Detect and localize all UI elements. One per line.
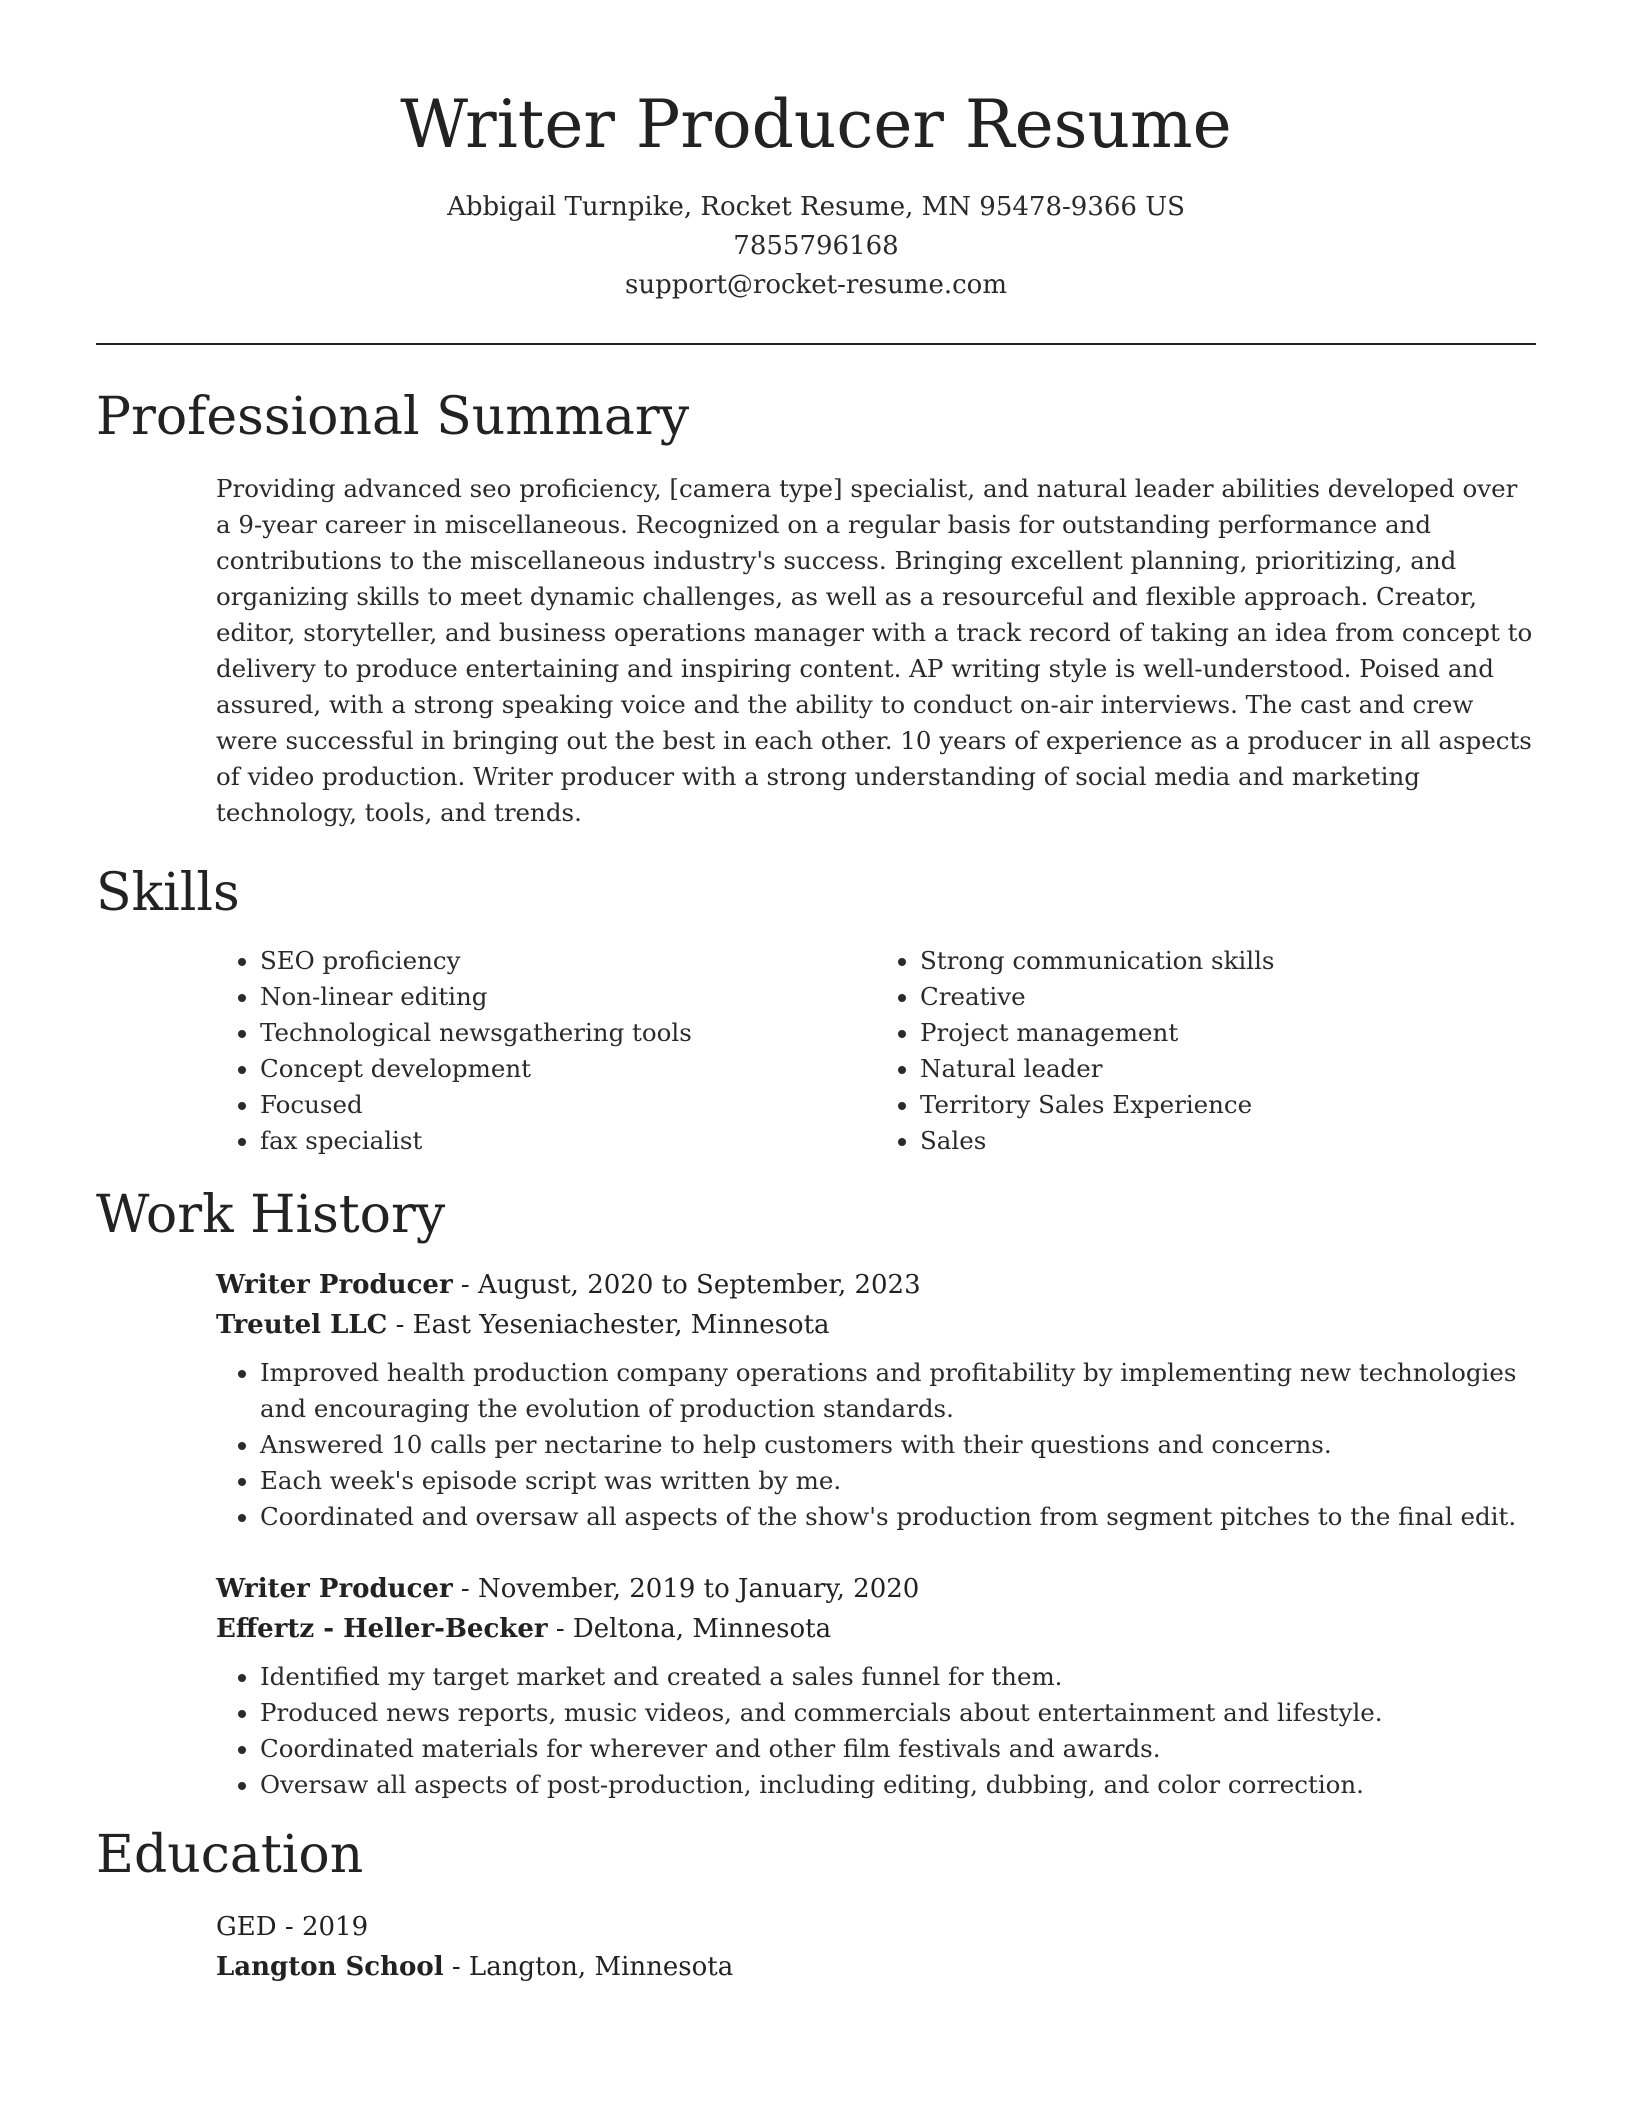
job-location: East Yeseniachester, Minnesota	[412, 1310, 830, 1340]
education-school: Langton School	[216, 1952, 444, 1982]
job-bullet: • Coordinated and oversaw all aspects of the show's production from segment pitches to the final edit.	[260, 1499, 1536, 1535]
job-location: Deltona, Minnesota	[572, 1614, 832, 1644]
skill-item: • Creative	[920, 979, 1536, 1015]
header-divider	[96, 343, 1536, 345]
contact-info	[96, 188, 1536, 305]
summary-heading: Professional Summary	[96, 387, 690, 447]
skills-list-left	[216, 943, 876, 1159]
skill-item: • Natural leader	[920, 1051, 1536, 1087]
job-bullet: • Identified my target market and created a sales funnel for them.	[260, 1659, 1536, 1695]
job-dates: November, 2019 to January, 2020	[477, 1574, 920, 1604]
summary-text: Providing advanced seo proficiency, [camera type] specialist, and natural leader abilities developed over a 9-year career in miscellaneous. Recognized on a regular basis for outstanding performance and contributions to the miscellaneous industry's success. Bringing excellent planning, prioritizing, and organizing skills to meet dynamic challenges, as well as a resourceful and flexible approach. Creator, editor, storyteller, and business operations manager with a track record of taking an idea from concept to delivery to produce entertaining and inspiring content. AP writing style is well-understood. Poised and assured, with a strong speaking voice and the ability to conduct on-air interviews. The cast and crew were successful in bringing out the best in each other. 10 years of experience as a producer in all aspects of video production. Writer producer with a strong understanding of social media and marketing technology, tools, and trends.	[216, 474, 1533, 827]
skill-item: • fax specialist	[260, 1123, 876, 1159]
contact-email: support@rocket-resume.com	[624, 270, 1007, 300]
skill-item: • Non-linear editing	[260, 979, 876, 1015]
education-degree-line: GED - 2019	[216, 1912, 369, 1942]
job-entry	[216, 1265, 1536, 1535]
education-heading: Education	[96, 1825, 364, 1885]
work-history-heading: Work History	[96, 1185, 446, 1245]
job-company: Treutel LLC	[216, 1310, 388, 1340]
education-year: 2019	[301, 1912, 369, 1942]
job-company-line: Effertz - Heller-Becker - Deltona, Minnesota	[216, 1614, 832, 1644]
summary-section	[96, 385, 1536, 831]
job-bullet: • Each week's episode script was written by me.	[260, 1463, 1536, 1499]
skill-item: • Sales	[920, 1123, 1536, 1159]
skills-section	[96, 861, 1536, 1159]
education-location: Langton, Minnesota	[468, 1952, 734, 1982]
education-section	[96, 1823, 1536, 1987]
work-history-section	[96, 1183, 1536, 1803]
job-bullet: • Answered 10 calls per nectarine to help customers with their questions and concerns.	[260, 1427, 1536, 1463]
job-bullet: • Improved health production company operations and profitability by implementing new technologies and encouraging the evolution of production standards.	[260, 1355, 1536, 1427]
skill-item: • SEO proficiency	[260, 943, 876, 979]
job-position: Writer Producer	[216, 1574, 453, 1604]
skills-list-right	[876, 943, 1536, 1159]
job-bullet: • Produced news reports, music videos, and commercials about entertainment and lifestyle.	[260, 1695, 1536, 1731]
skills-grid	[216, 943, 1536, 1159]
job-title-line: Writer Producer - August, 2020 to September, 2023	[216, 1270, 921, 1300]
education-entry	[216, 1907, 1536, 1987]
job-bullet: • Coordinated materials for wherever and other film festivals and awards.	[260, 1731, 1536, 1767]
job-bullet: • Oversaw all aspects of post-production, including editing, dubbing, and color correction.	[260, 1767, 1536, 1803]
job-company-line: Treutel LLC - East Yeseniachester, Minnesota	[216, 1310, 830, 1340]
job-company: Effertz - Heller-Becker	[216, 1614, 548, 1644]
skills-heading: Skills	[96, 863, 240, 923]
skill-item: • Technological newsgathering tools	[260, 1015, 876, 1051]
job-bullets	[216, 1355, 1536, 1535]
skill-item: • Concept development	[260, 1051, 876, 1087]
skill-item: • Focused	[260, 1087, 876, 1123]
skill-item: • Territory Sales Experience	[920, 1087, 1536, 1123]
education-degree: GED	[216, 1912, 277, 1942]
skill-item: • Project management	[920, 1015, 1536, 1051]
contact-phone: 7855796168	[733, 231, 899, 261]
job-entry	[216, 1569, 1536, 1803]
contact-address: Abbigail Turnpike, Rocket Resume, MN 95478-9366 US	[447, 192, 1185, 222]
job-bullets	[216, 1659, 1536, 1803]
skill-item: • Strong communication skills	[920, 943, 1536, 979]
education-school-line: Langton School - Langton, Minnesota	[216, 1952, 734, 1982]
job-dates: August, 2020 to September, 2023	[477, 1270, 921, 1300]
resume-header	[96, 0, 1536, 305]
job-title-line: Writer Producer - November, 2019 to January, 2020	[216, 1574, 920, 1604]
job-position: Writer Producer	[216, 1270, 453, 1300]
resume-page	[96, 0, 1536, 1987]
document-title: Writer Producer Resume	[400, 86, 1232, 163]
